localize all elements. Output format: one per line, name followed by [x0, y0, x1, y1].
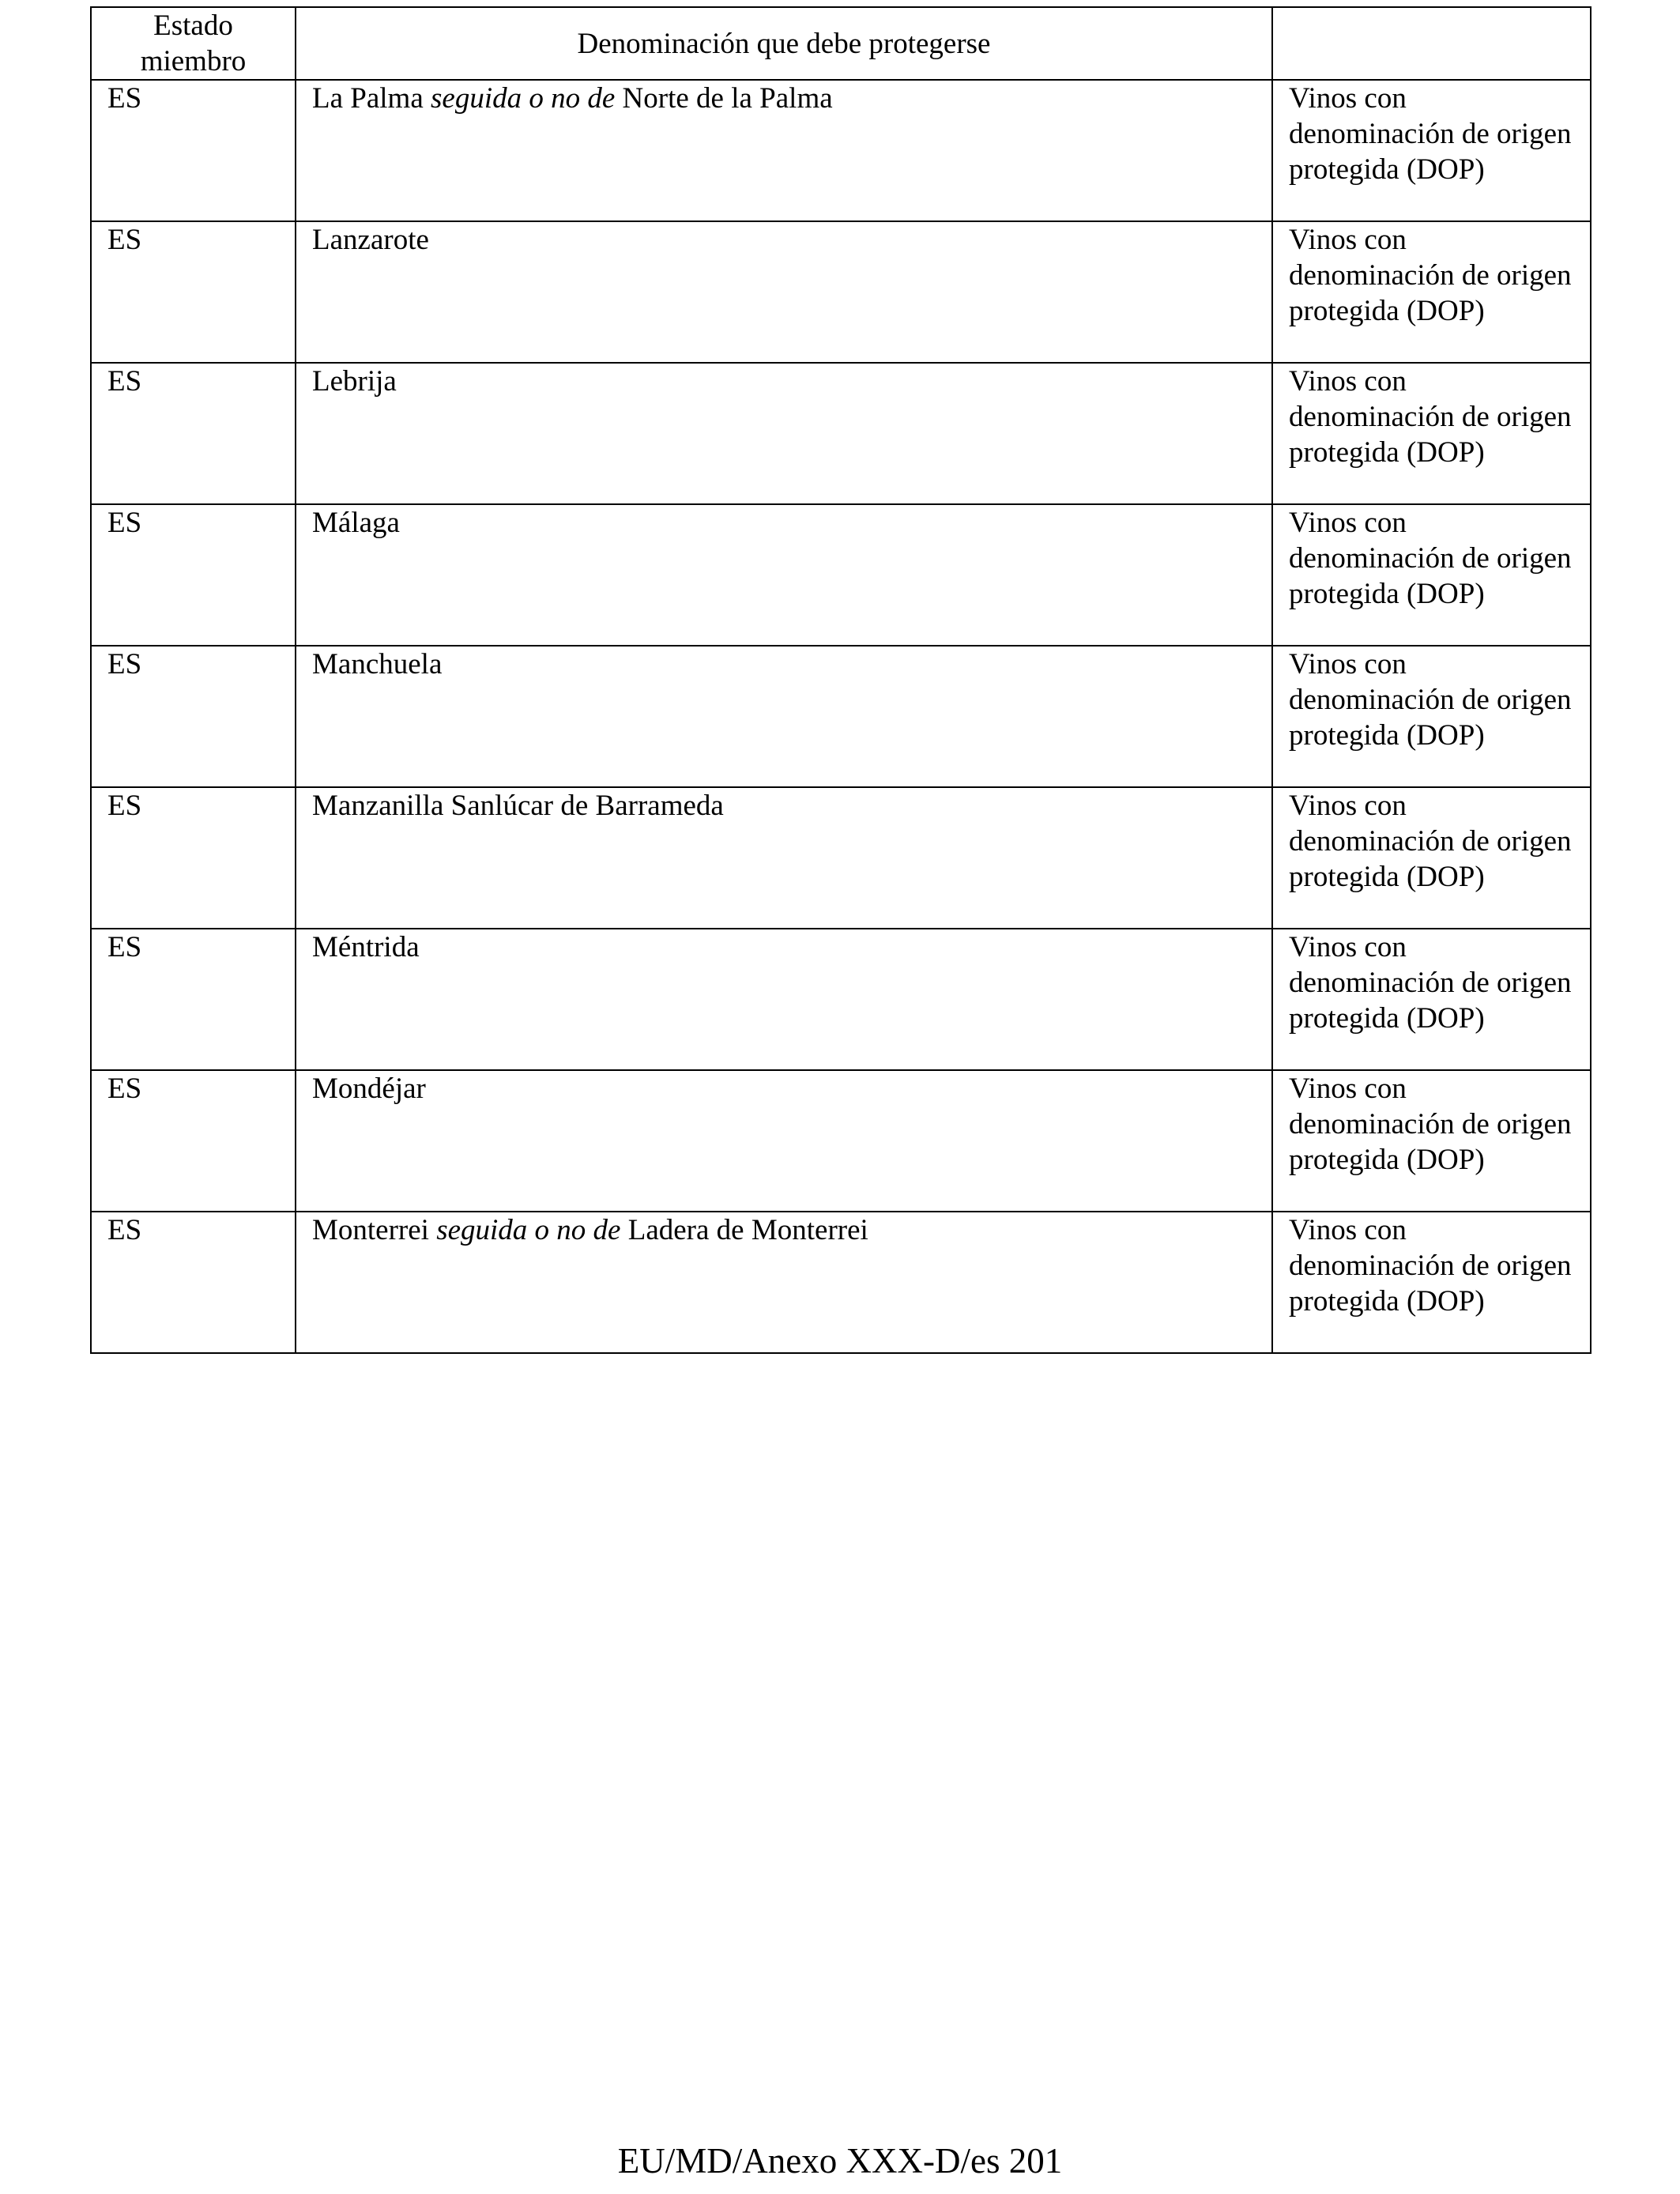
denomination-cell [296, 363, 1272, 504]
member-state-cell: ES [91, 929, 296, 1070]
denomination-cell [296, 787, 1272, 929]
page-footer: EU/MD/Anexo XXX-D/es 201 [617, 2141, 1063, 2181]
denomination-text: Ladera de Monterrei [620, 1214, 868, 1246]
denomination-text: La Palma [312, 82, 431, 115]
denomination-connector: seguida o no de [431, 82, 616, 115]
denomination-text: Manchuela [312, 648, 443, 680]
table-row [91, 80, 1591, 221]
category-cell: Vinos con denominación de origen protegida (DOP) [1272, 80, 1591, 221]
member-state-cell: ES [91, 80, 296, 221]
category-cell: Vinos con denominación de origen protegida (DOP) [1272, 1070, 1591, 1212]
category-cell: Vinos con denominación de origen protegida (DOP) [1272, 787, 1591, 929]
member-state-cell: ES [91, 363, 296, 504]
category-cell: Vinos con denominación de origen protegida (DOP) [1272, 504, 1591, 646]
geographical-indications-table [90, 6, 1591, 1354]
denomination-text: Málaga [312, 507, 400, 539]
member-state-cell: ES [91, 646, 296, 787]
table-row [91, 646, 1591, 787]
table-row [91, 1212, 1591, 1353]
denomination-text: Mondéjar [312, 1072, 426, 1105]
member-state-cell: ES [91, 1070, 296, 1212]
table-row [91, 787, 1591, 929]
denomination-cell [296, 646, 1272, 787]
table-row [91, 363, 1591, 504]
denomination-text: Norte de la Palma [615, 82, 833, 115]
denomination-cell [296, 221, 1272, 363]
category-cell: Vinos con denominación de origen protegida (DOP) [1272, 646, 1591, 787]
denomination-cell [296, 929, 1272, 1070]
member-state-cell: ES [91, 504, 296, 646]
table-body [91, 80, 1591, 1353]
category-cell: Vinos con denominación de origen protegida (DOP) [1272, 929, 1591, 1070]
header-member-state: Estado miembro [91, 7, 296, 80]
denomination-cell [296, 1070, 1272, 1212]
header-denomination: Denominación que debe protegerse [296, 7, 1272, 80]
table-header-row [91, 7, 1591, 80]
denomination-text: Manzanilla Sanlúcar de Barrameda [312, 790, 724, 822]
table-header [91, 7, 1591, 80]
table-row [91, 1070, 1591, 1212]
member-state-cell: ES [91, 1212, 296, 1353]
category-cell: Vinos con denominación de origen protegida (DOP) [1272, 221, 1591, 363]
header-category [1272, 7, 1591, 80]
denomination-text: Monterrei [312, 1214, 437, 1246]
denomination-cell [296, 504, 1272, 646]
table-row [91, 929, 1591, 1070]
category-cell: Vinos con denominación de origen protegida (DOP) [1272, 1212, 1591, 1353]
table-row [91, 221, 1591, 363]
denomination-text: Lanzarote [312, 224, 429, 256]
denomination-text: Méntrida [312, 931, 420, 963]
denomination-cell [296, 80, 1272, 221]
category-cell: Vinos con denominación de origen protegida (DOP) [1272, 363, 1591, 504]
member-state-cell: ES [91, 221, 296, 363]
table-row [91, 504, 1591, 646]
denomination-cell [296, 1212, 1272, 1353]
denomination-text: Lebrija [312, 365, 397, 398]
member-state-cell: ES [91, 787, 296, 929]
denomination-connector: seguida o no de [436, 1214, 621, 1246]
